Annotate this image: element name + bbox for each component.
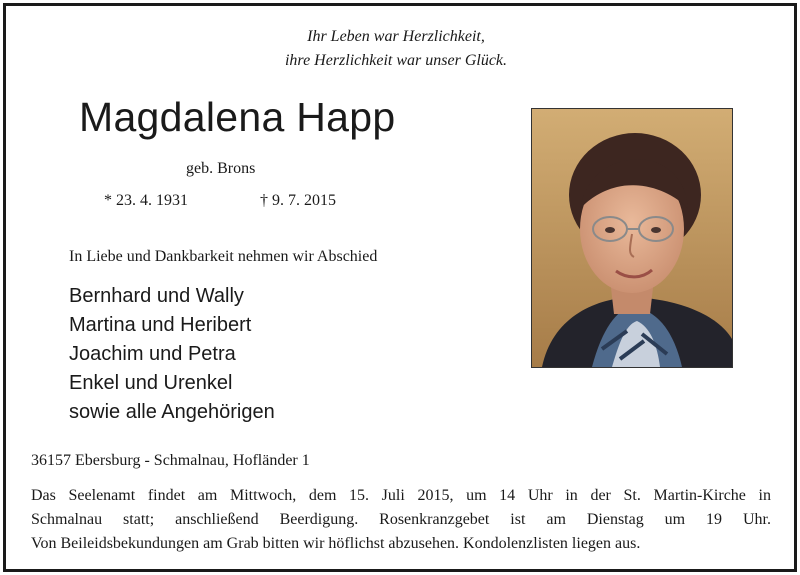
mourner-item: sowie alle Angehörigen [69, 401, 275, 423]
maiden-name: geb. Brons [186, 160, 256, 177]
death-date: † 9. 7. 2015 [260, 192, 336, 209]
deceased-name: Magdalena Happ [79, 94, 396, 140]
service-notice [31, 484, 771, 556]
portrait-photo [531, 108, 733, 368]
mourners-list [69, 282, 275, 427]
mourner-item: Bernhard und Wally [69, 285, 244, 307]
motto-line-1: Ihr Leben war Herzlichkeit, [307, 28, 485, 45]
notice-line-3: Von Beileidsbekundungen am Grab bitten wir höflichst abzusehen. Kondolenzlisten liegen aus. [31, 535, 641, 552]
motto [196, 25, 596, 73]
mourner-item: Joachim und Petra [69, 343, 236, 365]
birth-date: * 23. 4. 1931 [104, 192, 188, 209]
mourner-item: Enkel und Urenkel [69, 372, 233, 394]
mourner-item: Martina und Heribert [69, 314, 252, 336]
portrait-illustration [532, 109, 732, 367]
address: 36157 Ebersburg - Schmalnau, Hofländer 1 [31, 452, 310, 469]
obituary-frame [3, 3, 797, 572]
farewell-intro: In Liebe und Dankbarkeit nehmen wir Abschied [69, 248, 378, 265]
motto-line-2: ihre Herzlichkeit war unser Glück. [284, 52, 508, 69]
notice-line-1: Das Seelenamt findet am Mittwoch, dem 15. Juli 2015, um 14 Uhr in der St. Martin-Kirche in [31, 487, 771, 504]
obituary-content [6, 6, 794, 569]
notice-line-2: Schmalnau statt; anschließend Beerdigung. Rosenkranzgebet ist am Dienstag um 19 Uhr. [31, 511, 771, 528]
